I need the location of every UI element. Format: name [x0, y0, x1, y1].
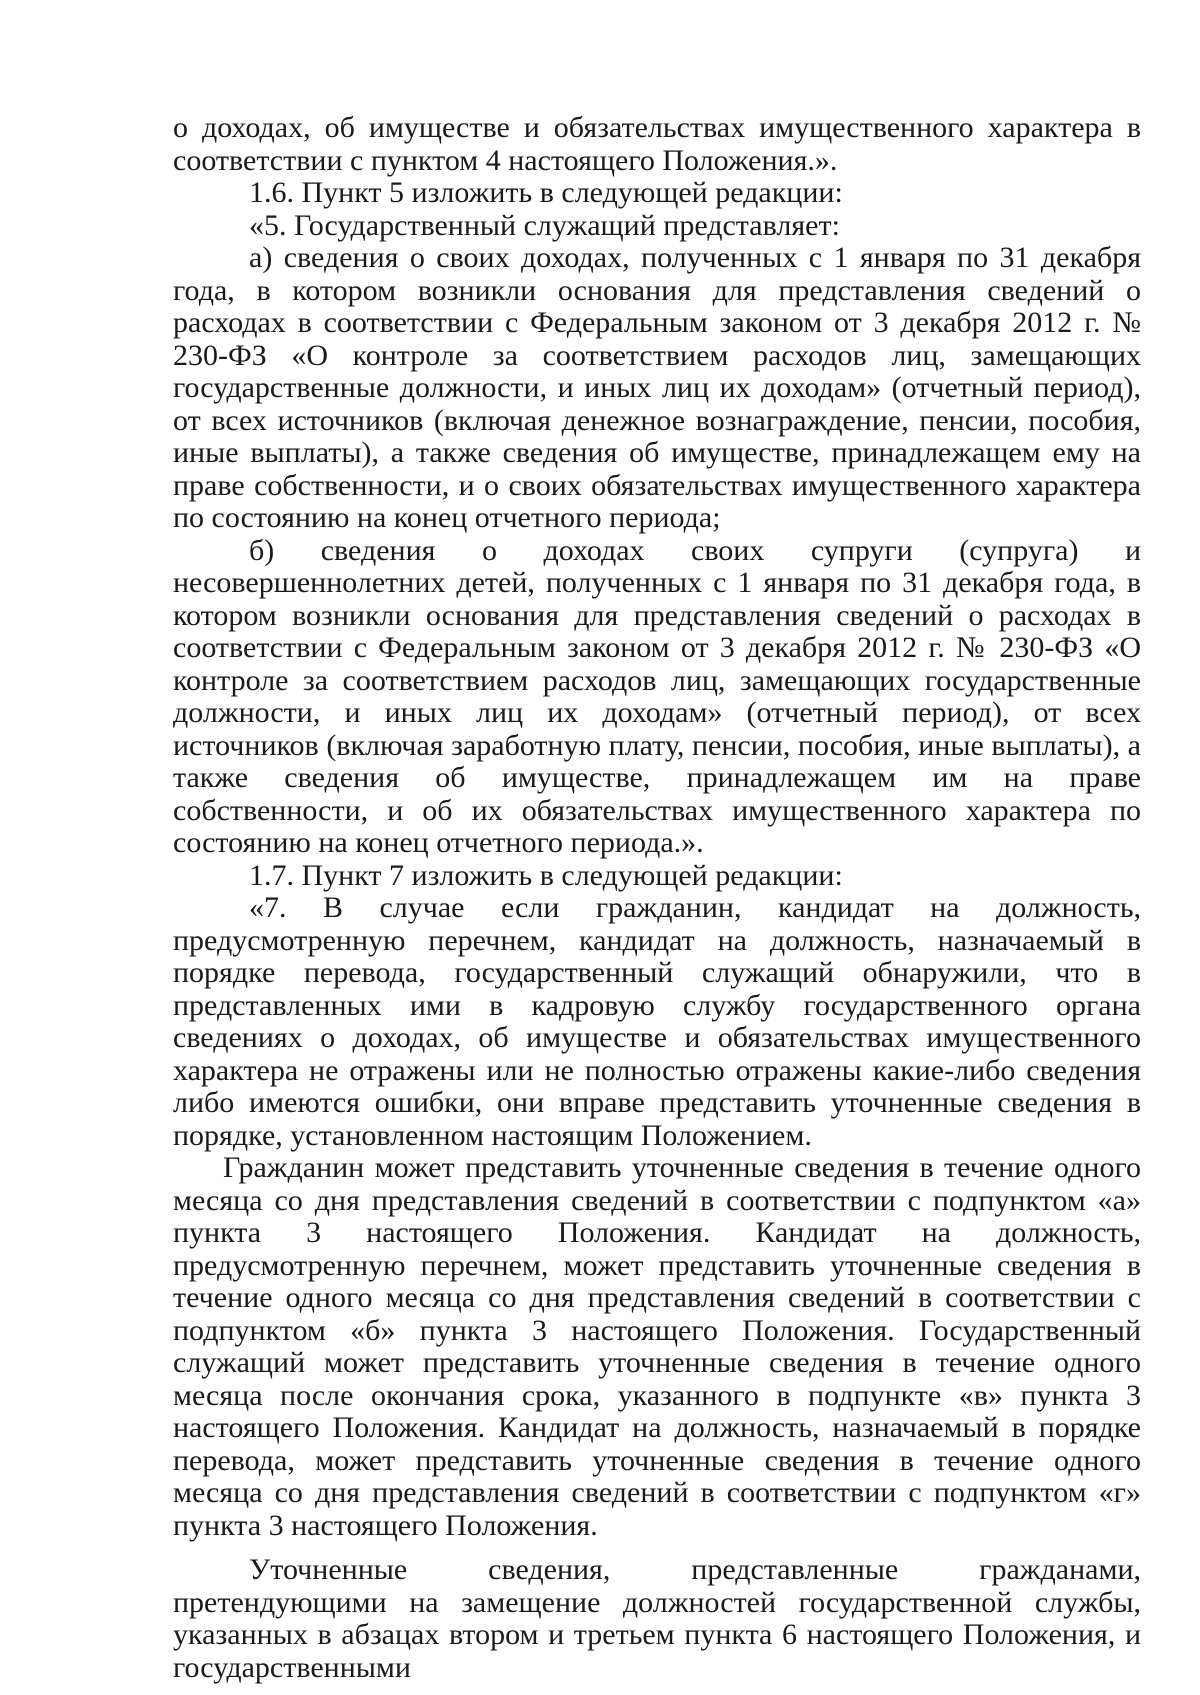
paragraph-subpoint-b: б) сведения о доходах своих супруги (супруга) и несовершеннолетних детей, полученных с 1 января по 31 декабря года, в котором возникли основания для представления сведений о расходах в соответствии с Федеральным законом от 3 декабря 2012 г. № 230-ФЗ «О контроле за соответствием расходов лиц, замещающих государственные должности, и иных лиц их доходам» (отчетный период), от всех источников (включая заработную плату, пенсии, пособия, иные выплаты), а также сведения об имуществе, принадлежащем им на праве собственности, и об их обязательствах имущественного характера по состоянию на конец отчетного периода.». [173, 533, 1141, 859]
document-body [173, 112, 1141, 1684]
paragraph-corrected-info: Уточненные сведения, представленные гражданами, претендующими на замещение должностей государственной службы, указанных в абзацах втором и третьем пункта 6 настоящего Положения, и государственными [173, 1553, 1141, 1684]
paragraph-continuation: о доходах, об имуществе и обязательствах имущественного характера в соответствии с пунктом 4 настоящего Положения.». [173, 111, 1141, 177]
paragraph-item-1-7: 1.7. Пункт 7 изложить в следующей редакции: [249, 858, 843, 892]
paragraph-citizen-correction: Гражданин может представить уточненные сведения в течение одного месяца со дня представления сведений в соответствии с подпунктом «а» пункта 3 настоящего Положения. Кандидат на должность, предусмотренную перечнем, может представить уточненные сведения в течение одного месяца со дня представления сведений в соответствии с подпунктом «б» пункта 3 настоящего Положения. Государственный служащий может представить уточненные сведения в течение одного месяца после окончания срока, указанного в подпункте «в» пункта 3 настоящего Положения. Кандидат на должность, назначаемый в порядке перевода, может представить уточненные сведения в течение одного месяца со дня представления сведений в соответствии с подпунктом «г» пункта 3 настоящего Положения. [173, 1151, 1141, 1542]
paragraph-item-1-6: 1.6. Пункт 5 изложить в следующей редакции: [249, 176, 843, 209]
paragraph-subpoint-a: а) сведения о своих доходах, полученных с 1 января по 31 декабря года, в котором возникли основания для представления сведений о расходах в соответствии с Федеральным законом от 3 декабря 2012 г. № 230-ФЗ «О контроле за соответствием расходов лиц, замещающих государственные должности, и иных лиц их доходам» (отчетный период), от всех источников (включая денежное вознаграждение, пенсии, пособия, иные выплаты), а также сведения об имуществе, принадлежащем ему на праве собственности, и о своих обязательствах имущественного характера по состоянию на конец отчетного периода; [173, 241, 1141, 534]
paragraph-point-5: «5. Государственный служащий представляет: [249, 208, 840, 242]
paragraph-point-7: «7. В случае если гражданин, кандидат на должность, предусмотренную перечнем, кандидат на должность, назначаемый в порядке перевода, государственный служащий обнаружили, что в представленных ими в кадровую службу государственного органа сведениях о доходах, об имуществе и обязательствах имущественного характера не отражены или не полностью отражены какие-либо сведения либо имеются ошибки, они вправе представить уточненные сведения в порядке, установленном настоящим Положением. [173, 891, 1141, 1152]
